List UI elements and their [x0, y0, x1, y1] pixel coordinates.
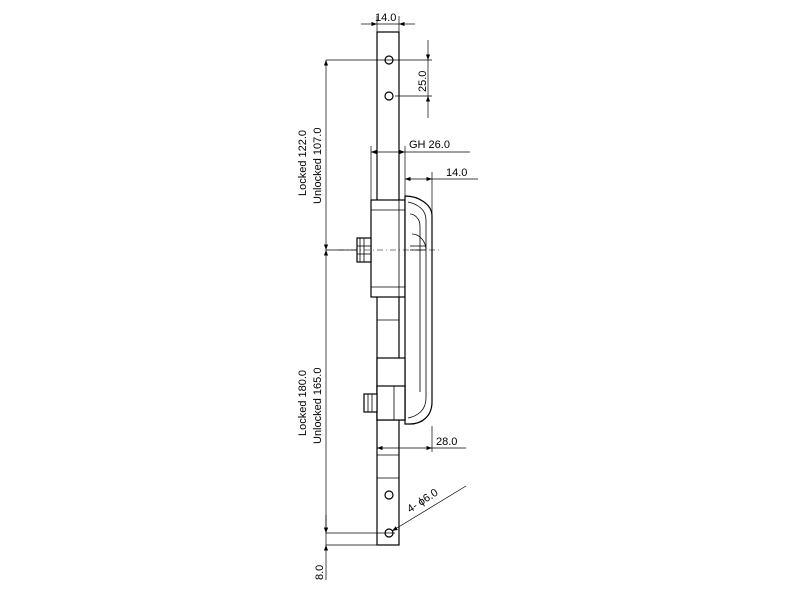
dimension-lines: [326, 24, 478, 580]
end-offset-label: 8.0: [314, 564, 326, 580]
latch-screw: [364, 394, 377, 412]
lock-body: [357, 32, 432, 545]
projection-label: 28.0: [436, 436, 458, 448]
lower-locked-label: Locked 180.0: [297, 369, 309, 436]
grip-height-label: GH 26.0: [409, 139, 450, 151]
upper-unlocked-label: Unlocked 107.0: [312, 127, 324, 204]
lock-housing: [371, 200, 405, 297]
mounting-hole: [385, 92, 393, 100]
hole-spacing-label: 25.0: [417, 70, 429, 92]
upper-locked-label: Locked 122.0: [297, 129, 309, 196]
lower-unlocked-label: Unlocked 165.0: [312, 367, 324, 444]
mounting-hole: [385, 491, 393, 499]
strip-width-label: 14.0: [375, 12, 397, 24]
handle-depth-label: 14.0: [446, 167, 468, 179]
handle: [405, 196, 432, 424]
holes-label: 4- ϕ6.0: [405, 486, 441, 516]
